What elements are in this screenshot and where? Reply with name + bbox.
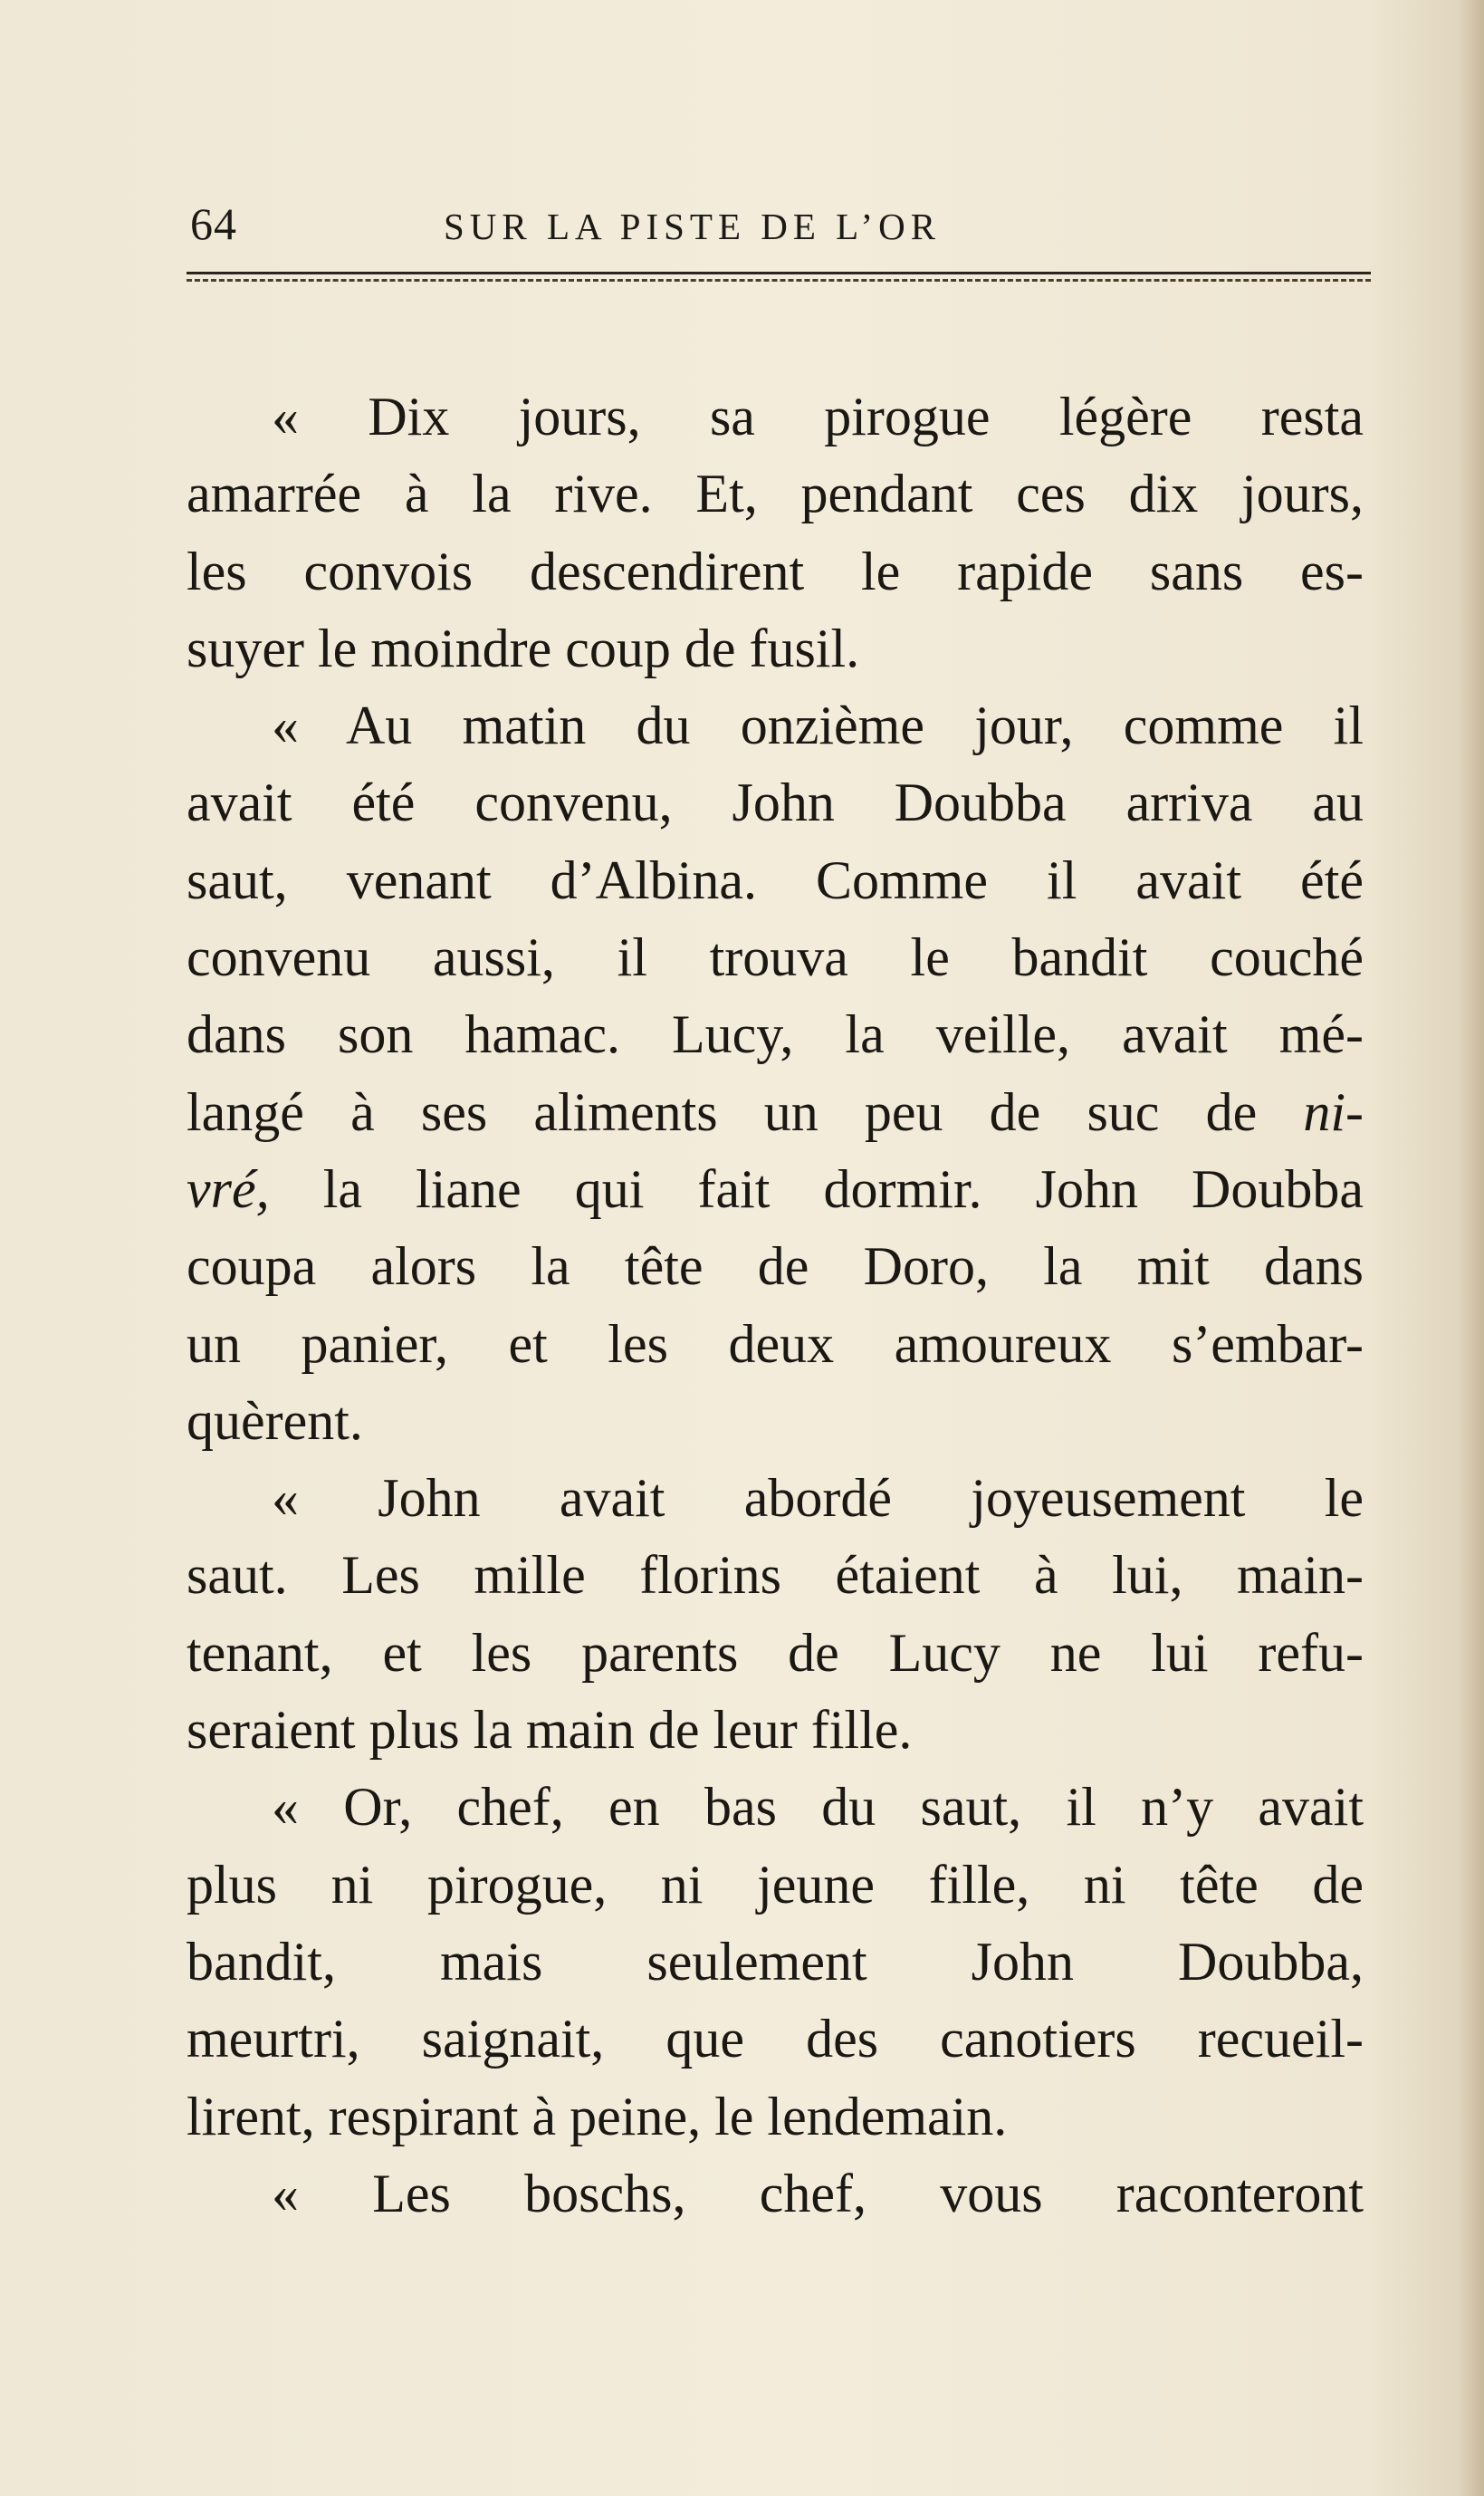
paragraph-3 <box>187 1460 1364 1769</box>
text-line: convenu aussi, il trouva le bandit couché <box>187 927 1364 988</box>
italic-word: vré, <box>187 1158 270 1219</box>
text-fragment: la liane qui fait dormir. John Doubba <box>269 1158 1364 1219</box>
text-line: quèrent. <box>187 1390 363 1451</box>
text-line: « Les boschs, chef, vous raconteront <box>272 2163 1364 2223</box>
text-line: amarrée à la rive. Et, pendant ces dix jours, <box>187 464 1364 524</box>
text-line: seraient plus la main de leur fille. <box>187 1700 913 1761</box>
italic-word: ni- <box>1303 1081 1364 1142</box>
paragraph-2 <box>187 687 1364 1460</box>
text-line: suyer le moindre coup de fusil. <box>187 618 860 678</box>
text-line: saut, venant d’Albina. Comme il avait été <box>187 850 1364 910</box>
page-number: 64 <box>190 198 237 249</box>
paragraph-5 <box>187 2155 1364 2232</box>
header-rule <box>187 272 1371 282</box>
text-line: avait été convenu, John Doubba arriva au <box>187 773 1364 833</box>
text-line: coupa alors la tête de Doro, la mit dans <box>187 1236 1364 1297</box>
text-line-with-italic <box>187 1074 1364 1151</box>
text-line: bandit, mais seulement John Doubba, <box>187 1931 1364 1992</box>
paragraph-4 <box>187 1769 1364 2155</box>
text-line-with-italic <box>187 1151 1364 1228</box>
text-line: les convois descendirent le rapide sans es- <box>187 541 1364 601</box>
text-line: « Or, chef, en bas du saut, il n’y avait <box>272 1777 1364 1838</box>
text-line: saut. Les mille florins étaient à lui, main- <box>187 1545 1364 1606</box>
paragraph-1 <box>187 379 1364 687</box>
text-line: un panier, et les deux amoureux s’embar- <box>187 1313 1364 1374</box>
text-line: tenant, et les parents de Lucy ne lui refu- <box>187 1622 1364 1683</box>
page-edge-shadow <box>1459 0 1484 2496</box>
text-line: « Dix jours, sa pirogue légère resta <box>272 387 1364 446</box>
text-fragment: langé à ses aliments un peu de suc de <box>187 1081 1304 1142</box>
text-line: meurtri, saignait, que des canotiers recueil- <box>187 2009 1364 2069</box>
page-header <box>190 197 1367 261</box>
text-line: lirent, respirant à peine, le lendemain. <box>187 2086 1008 2146</box>
text-line: « Au matin du onzième jour, comme il <box>272 696 1364 756</box>
text-line: dans son hamac. Lucy, la veille, avait mé- <box>187 1004 1364 1065</box>
text-line: « John avait abordé joyeusement le <box>272 1468 1364 1529</box>
running-title: SUR LA PISTE DE L’OR <box>444 206 942 247</box>
body-text <box>187 379 1364 2232</box>
text-line: plus ni pirogue, ni jeune fille, ni tête de <box>187 1854 1364 1915</box>
